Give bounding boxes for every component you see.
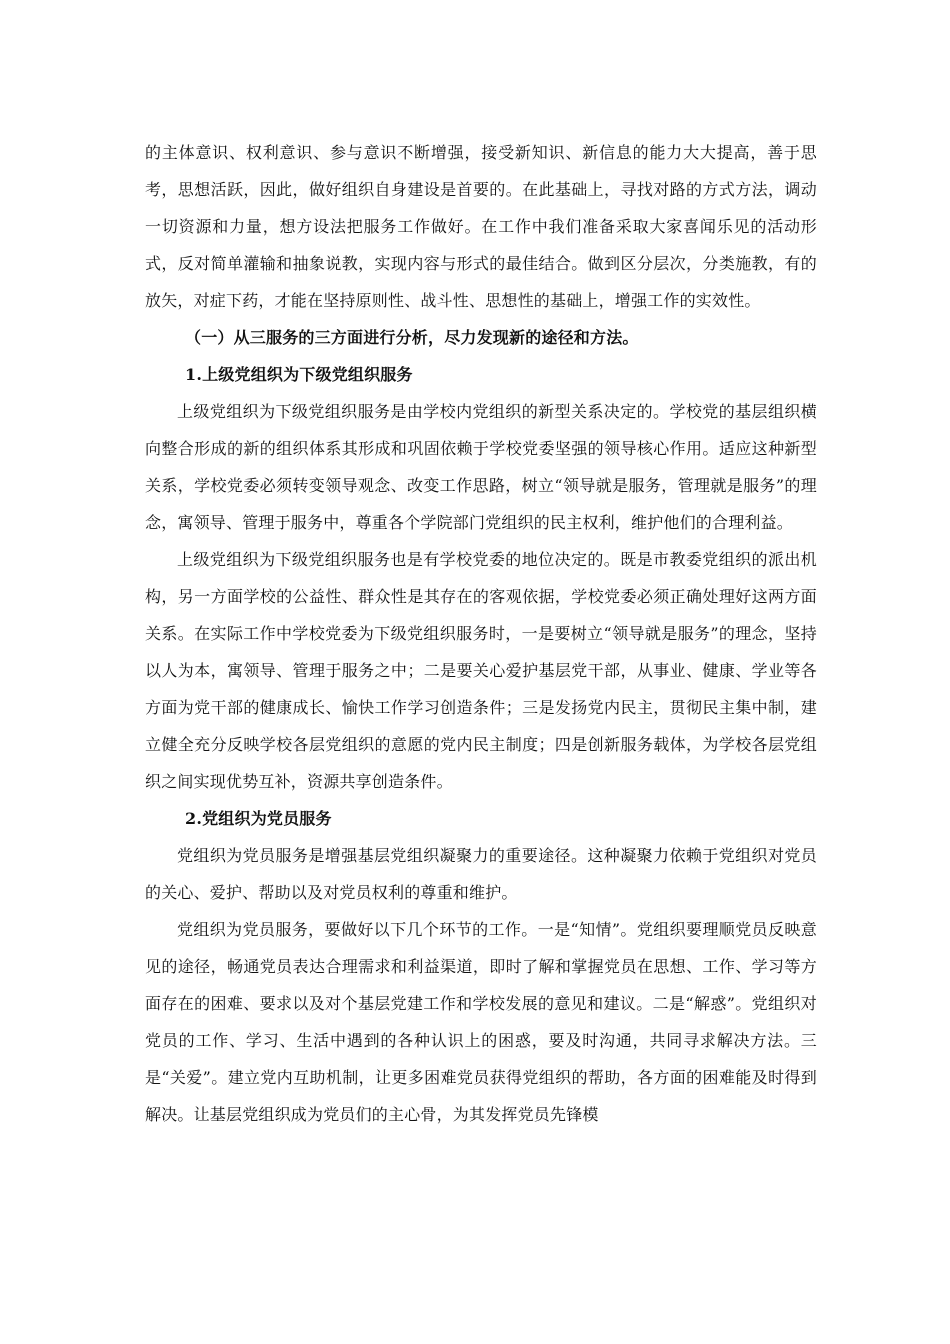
body-paragraph: 的主体意识、权利意识、参与意识不断增强，接受新知识、新信息的能力大大提高，善于思考，思想活跃，因此，做好组织自身建设是首要的。在此基础上，寻找对路的方式方法，调动一切资源和力量，想方设法把服务工作做好。在工作中我们准备采取大家喜闻乐见的活动形式，反对简单灌输和抽象说教，实现内容与形式的最佳结合。做到区分层次，分类施教，有的放矢，对症下药，才能在坚持原则性、战斗性、思想性的基础上，增强工作的实效性。 bbox=[145, 143, 817, 310]
document-body bbox=[145, 134, 817, 1133]
section-heading: （一）从三服务的三方面进行分析，尽力发现新的途径和方法。 bbox=[185, 328, 639, 347]
body-paragraph: 上级党组织为下级党组织服务是由学校内党组织的新型关系决定的。学校党的基层组织横向整合形成的新的组织体系其形成和巩固依赖于学校党委坚强的领导核心作用。适应这种新型关系，学校党委必须转变领导观念、改变工作思路，树立“领导就是服务，管理就是服务”的理念，寓领导、管理于服务中，尊重各个学院部门党组织的民主权利，维护他们的合理利益。 bbox=[145, 402, 817, 532]
body-paragraph: 党组织为党员服务，要做好以下几个环节的工作。一是“知情”。党组织要理顺党员反映意见的途径，畅通党员表达合理需求和利益渠道，即时了解和掌握党员在思想、工作、学习等方面存在的困难、要求以及对个基层党建工作和学校发展的意见和建议。二是“解惑”。党组织对党员的工作、学习、生活中遇到的各种认识上的困惑，要及时沟通，共同寻求解决方法。三是“关爱”。建立党内互助机制，让更多困难党员获得党组织的帮助，各方面的困难能及时得到解决。让基层党组织成为党员们的主心骨，为其发挥党员先锋模 bbox=[145, 920, 817, 1124]
subsection-heading: 1.上级党组织为下级党组织服务 bbox=[185, 365, 413, 384]
body-paragraph: 上级党组织为下级党组织服务也是有学校党委的地位决定的。既是市教委党组织的派出机构，另一方面学校的公益性、群众性是其存在的客观依据，学校党委必须正确处理好这两方面关系。在实际工作中学校党委为下级党组织服务时，一是要树立“领导就是服务”的理念，坚持以人为本，寓领导、管理于服务之中；二是要关心爱护基层党干部，从事业、健康、学业等各方面为党干部的健康成长、愉快工作学习创造条件；三是发扬党内民主，贯彻民主集中制，建立健全充分反映学校各层党组织的意愿的党内民主制度；四是创新服务载体，为学校各层党组织之间实现优势互补，资源共享创造条件。 bbox=[145, 550, 817, 791]
subsection-heading: 2.党组织为党员服务 bbox=[185, 809, 332, 828]
body-paragraph: 党组织为党员服务是增强基层党组织凝聚力的重要途径。这种凝聚力依赖于党组织对党员的关心、爱护、帮助以及对党员权利的尊重和维护。 bbox=[145, 846, 817, 902]
